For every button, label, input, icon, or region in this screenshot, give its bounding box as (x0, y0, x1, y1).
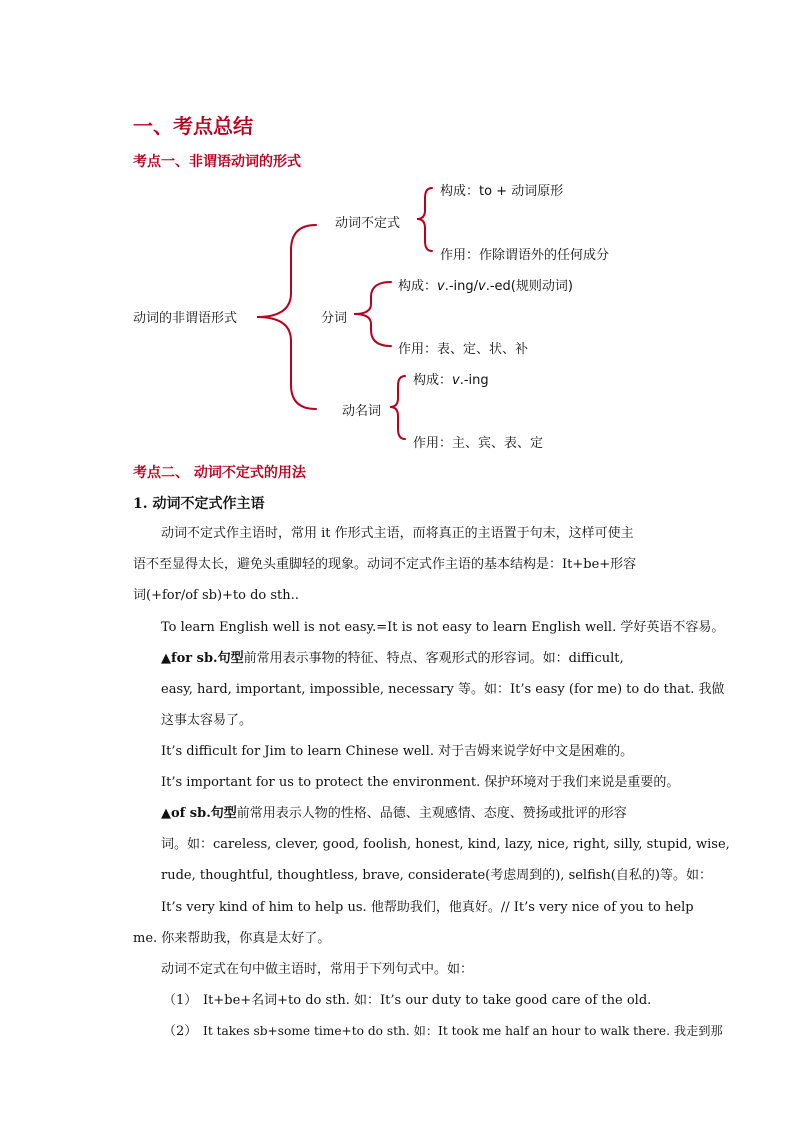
of-line2: 词。如：careless, clever, good, foolish, honest, kind, lazy, nice, right, silly, stupid, wise, (161, 837, 730, 852)
example-2: It’s difficult for Jim to learn Chinese well. 对于吉姆来说学好中文是困难的。 (161, 744, 634, 759)
of-line1: ▲of sb.句型前常用表示人物的性格、品德、主观感情、态度、赞扬或批评的形容 (161, 806, 627, 821)
page-heading: 一、考点总结 (133, 114, 253, 138)
of-line3: rude, thoughtful, thoughtless, brave, considerate(考虑周到的), selfish(自私的)等。如： (161, 868, 712, 883)
pattern-1: It+be+名词+to do sth. 如：It’s our duty to take good care of the old. (203, 993, 652, 1008)
pattern-intro: 动词不定式在句中做主语时，常用于下列句式中。如： (161, 962, 474, 977)
example-4-line1: It’s very kind of him to help us. 他帮助我们，他真好。// It’s very nice of you to help (161, 900, 694, 915)
ger-use: 作用：主、宾、表、定 (413, 436, 544, 451)
section1-title: 1. 动词不定式作主语 (133, 496, 265, 512)
for-line2: easy, hard, important, impossible, necessary 等。如：It’s easy (for me) to do that. 我做 (161, 682, 725, 697)
inf-label: 动词不定式 (335, 216, 401, 231)
ger-label: 动名词 (342, 404, 382, 419)
ger-brace (390, 376, 405, 439)
inf-brace (417, 188, 432, 251)
tree-root: 动词的非谓语形式 (133, 311, 238, 326)
para1-line3: 词(+for/of sb)+to do sth.. (133, 588, 299, 603)
para1-line1: 动词不定式作主语时，常用 it 作形式主语，而将真正的主语置于句末，这样可使主 (161, 526, 634, 541)
for-line1: ▲for sb.句型前常用表示事物的特征、特点、客观形式的形容词。如：difficult, (161, 651, 624, 666)
for-line3: 这事太容易了。 (161, 713, 253, 728)
point1-title: 考点一、非谓语动词的形式 (133, 154, 301, 170)
pattern-2: It takes sb+some time+to do sth. 如：It took me half an hour to walk there. 我走到那 (203, 1024, 723, 1038)
inf-form: 构成：to + 动词原形 (440, 184, 564, 199)
part-brace (354, 282, 391, 346)
example-1: To learn English well is not easy.=It is not easy to learn English well. 学好英语不容易。 (161, 620, 725, 635)
part-label: 分词 (321, 311, 348, 326)
part-form: 构成：v.-ing/v.-ed(规则动词) (398, 279, 573, 294)
ger-form: 构成：v.-ing (413, 373, 489, 388)
point2-title: 考点二、 动词不定式的用法 (133, 465, 306, 481)
pattern-1-number: （1） (163, 993, 198, 1008)
pattern-2-number: （2） (163, 1024, 198, 1039)
example-3: It’s important for us to protect the environment. 保护环境对于我们来说是重要的。 (161, 775, 680, 790)
root-brace (257, 225, 316, 409)
example-4-line2: me. 你来帮助我，你真是太好了。 (133, 931, 331, 946)
inf-use: 作用：作除谓语外的任何成分 (440, 248, 610, 263)
para1-line2: 语不至显得太长，避免头重脚轻的现象。动词不定式作主语的基本结构是：It+be+形容 (133, 557, 637, 572)
part-use: 作用：表、定、状、补 (398, 342, 529, 357)
